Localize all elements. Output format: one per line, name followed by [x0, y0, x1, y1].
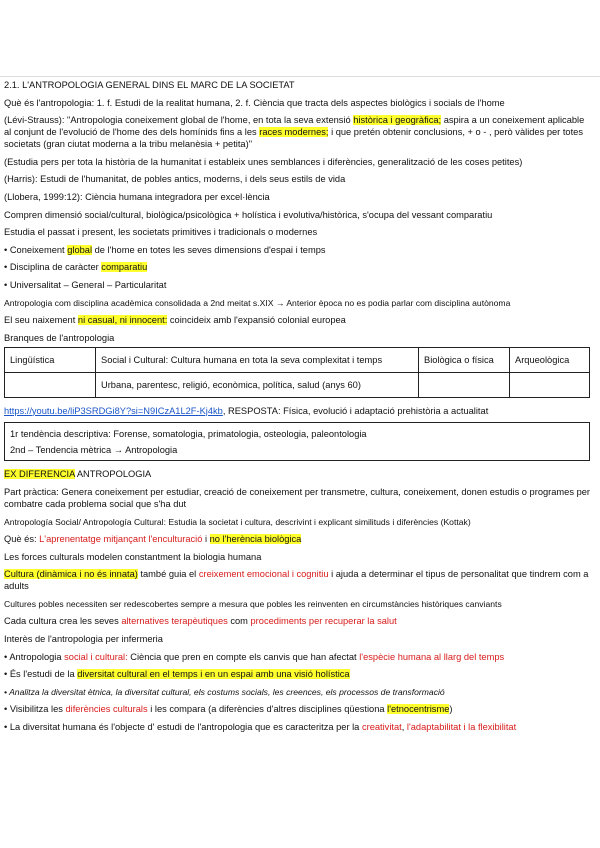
table-cell: Arqueològica	[510, 347, 590, 372]
document-page	[4, 79, 590, 739]
table-cell	[510, 372, 590, 397]
bullet-analitza: • Analitza la diversitat ètnica, la diversitat cultural, els costums socials, les creences, els processos de transformació	[4, 686, 445, 697]
cultures-pobles-paragraph: Cultures pobles necessiten ser redescobertes sempre a mesura que pobles les reinventen en circumstàncies històriques canviants	[4, 598, 502, 609]
tendencies-box	[4, 422, 590, 461]
social-cultural-paragraph: Antropología Social/ Antropología Cultural: Estudia la societat i cultura, descrivint i explicant similituds i diferències (Kottak)	[4, 516, 471, 527]
video-link-line: https://youtu.be/liP3SRDGi8Y?si=N9ICzA1L2F-Kj4kb, RESPOSTA: Física, evolució i adaptació prehistòria a actualitat	[4, 405, 489, 416]
table-cell: Lingüística	[5, 347, 96, 372]
youtube-link[interactable]: https://youtu.be/liP3SRDGi8Y?si=N9ICzA1L2F-Kj4kb	[4, 405, 223, 416]
tendencia-metrica: 2nd – Tendencia mètrica → Antropologia	[10, 445, 178, 456]
table-row	[5, 347, 590, 372]
bullet-global: • Coneixement global de l'home en totes les seves dimensions d'espai i temps	[4, 244, 326, 255]
naixement-paragraph: El seu naixement ni casual, ni innocent: coincideix amb l'expansió colonial europea	[4, 315, 346, 326]
bullet-diversitat-humana: • La diversitat humana és l'objecte d' estudi de l'antropologia que es caracteritza per la creativitat, l'adaptabilitat i la flexibilitat	[4, 722, 517, 733]
arrow-icon: →	[275, 297, 285, 308]
bullet-comparatiu: • Disciplina de caràcter comparatiu	[4, 262, 148, 273]
table-cell: Urbana, parentesc, religió, econòmica, política, salud (anys 60)	[96, 372, 419, 397]
highlight-races: races modernes;	[259, 127, 329, 138]
cada-cultura-paragraph: Cada cultura crea les seves alternatives terapèutiques com procediments per recuperar la salut	[4, 616, 397, 627]
estudia-passat-paragraph: Estudia el passat i present, les societats primitives i tradicionals o modernes	[4, 227, 318, 238]
branches-table	[4, 347, 590, 398]
table-cell	[5, 372, 96, 397]
que-es-paragraph: Què és: L'aprenentatge mitjançant l'enculturació i no l'herència biològica	[4, 534, 302, 545]
section-heading: 2.1. L'ANTROPOLOGIA GENERAL DINS EL MARC DE LA SOCIETAT	[4, 80, 295, 90]
bullet-universalitat: • Universalitat – General – Particularitat	[4, 279, 167, 290]
page-top-rule	[0, 76, 600, 77]
table-cell: Social i Cultural: Cultura humana en tota la seva complexitat i temps	[96, 347, 419, 372]
arrow-icon: →	[113, 445, 124, 456]
bullet-antropologia-social: • Antropologia social i cultural: Ciència que pren en compte els canvis que han afectat l'espècie humana al llarg del temps	[4, 651, 505, 662]
bullet-visibilitza: • Visibilitza les diferències culturals i les compara (a diferències d'altres disciplines qüestiona l'etnocentrisme)	[4, 704, 453, 715]
interes-infermeria-title: Interès de l'antropologia per infermeria	[4, 634, 163, 645]
cultura-paragraph: Cultura (dinàmica i no és innata) també guia el creixement emocional i cognitiu i ajuda a determinar el tipus de personalitat que tindrem com a adults	[4, 569, 589, 592]
branques-title: Branques de l'antropologia	[4, 332, 115, 343]
table-cell: Biològica o física	[419, 347, 510, 372]
estudia-pers-paragraph: (Estudia pers per tota la història de la humanitat i estableix unes semblances i diferències, generalització de les coses petites)	[4, 156, 523, 167]
tendencia-descriptiva: 1r tendència descriptiva: Forense, somatologia, primatologia, osteologia, paleontologia	[10, 429, 367, 440]
levi-strauss-quote: (Lévi-Strauss): "Antropologia coneixement global de l'home, en tota la seva extensió històrica i geogràfica; aspira a un coneixement aplicable al conjunt de l'evolució de l'home des dels homínids fins a les races modernes; i que pretén obtenir conclusions, + o - , però vàlides per totes societats (gran ciutat moderna a la tribu melanèsia + petita)"	[4, 115, 585, 150]
compren-paragraph: Compren dimensió social/cultural, biològica/psicològica + holística i evolutiva/històrica, s'ocupa del vessant comparatiu	[4, 209, 493, 220]
forces-culturals-paragraph: Les forces culturals modelen constantment la biologia humana	[4, 551, 262, 562]
definition-paragraph: Què és l'antropologia: 1. f. Estudi de la realitat humana, 2. f. Ciència que tracta dels aspectes biològics i socials de l'home	[4, 97, 505, 108]
disciplina-academica-paragraph: Antropologia com disciplina acadèmica consolidada a 2nd meitat s.XIX → Anterior època no es podia parlar com disciplina autònoma	[4, 297, 511, 308]
harris-paragraph: (Harris): Estudi de l'humanitat, de pobles antics, moderns, i dels seus estils de vida	[4, 174, 346, 185]
bullet-diversitat-cultural: • És l'estudi de la diversitat cultural en el temps i en un espai amb una visió holística	[4, 669, 350, 680]
part-practica-paragraph: Part pràctica: Genera coneixement per estudiar, creació de coneixement per transmetre, cultura, coneixement, donen estudis o programes per combatre cada problema social que s'ha dut	[4, 486, 590, 509]
highlight-historica: històrica i geogràfica;	[353, 115, 442, 126]
table-cell	[419, 372, 510, 397]
llobera-paragraph: (Llobera, 1999:12): Ciència humana integradora per excel·lència	[4, 191, 270, 202]
table-row	[5, 372, 590, 397]
ex-diferencia-heading: EX DIFERENCIA ANTROPOLOGIA	[4, 469, 152, 480]
